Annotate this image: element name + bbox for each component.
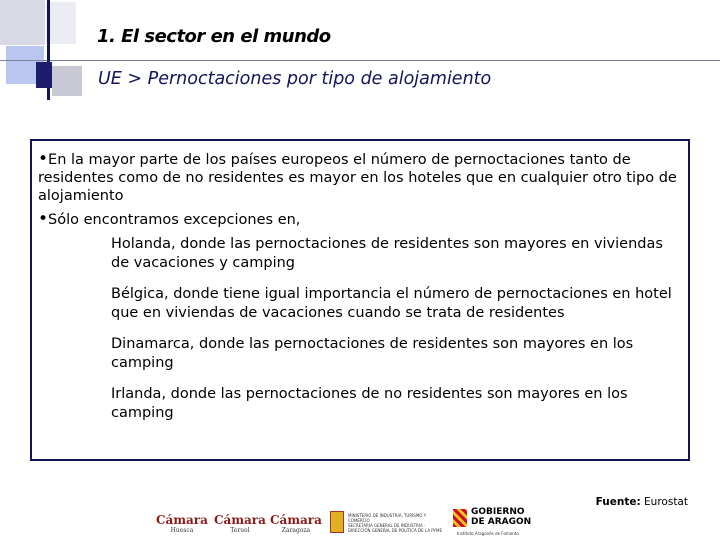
ministerio-logo: MINISTERIO DE INDUSTRIA, TURISMO Y COMERCIO SECRETARÍA GENERAL DE INDUSTRIA · DIRECCIÓN GENERAL DE POLÍTICA DE LA PYME <box>330 511 450 535</box>
camara-teruel-logo: Cámara Teruel <box>214 513 266 534</box>
country-name: Bélgica <box>111 286 164 302</box>
bullet-icon: • <box>38 149 49 169</box>
item-text: , donde las pernoctaciones de residentes son mayores en los camping <box>111 336 634 371</box>
decor-square <box>36 62 52 88</box>
decor-square <box>52 66 82 96</box>
slide-subtitle: UE > Pernoctaciones por tipo de alojamiento <box>98 69 492 89</box>
gobierno-aragon-logo: GOBIERNO DE ARAGON Instituto Aragonés de Fomento <box>453 507 533 537</box>
header-rule <box>0 60 720 61</box>
slide-title: 1. El sector en el mundo <box>97 26 331 47</box>
exceptions-text: Sólo encontramos excepciones en, <box>48 212 301 228</box>
coat-of-arms-icon <box>330 511 344 533</box>
country-name: Dinamarca <box>111 336 190 352</box>
intro-paragraph <box>38 151 682 205</box>
item-text: , donde tiene igual importancia el número de pernoctaciones en hotel que en viviendas de vacaciones cuando se trata de residentes <box>111 286 672 321</box>
exceptions-list <box>38 235 682 423</box>
source-note <box>596 496 688 508</box>
list-item <box>111 385 682 423</box>
decor-square <box>46 2 76 44</box>
aragon-flag-icon <box>453 509 467 527</box>
source-label: Fuente: <box>595 496 641 508</box>
list-item <box>111 285 682 323</box>
source-value: Eurostat <box>644 496 688 508</box>
decor-square <box>0 0 45 45</box>
item-text: , donde las pernoctaciones de residentes son mayores en viviendas de vacaciones y camping <box>111 236 663 271</box>
content-box <box>30 139 690 461</box>
exceptions-paragraph <box>38 211 682 229</box>
camara-zaragoza-logo: Cámara Zaragoza <box>270 513 322 534</box>
list-item <box>111 235 682 273</box>
country-name: Irlanda <box>111 386 162 402</box>
camara-huesca-logo: Cámara Huesca <box>156 513 208 534</box>
intro-text: En la mayor parte de los países europeos el número de pernoctaciones tanto de residentes como de no residentes es mayor en los hoteles que en cualquier otro tipo de alojamiento <box>38 152 677 204</box>
country-name: Holanda <box>111 236 171 252</box>
bullet-icon: • <box>38 209 49 229</box>
list-item <box>111 335 682 373</box>
sponsor-logos <box>150 505 530 540</box>
item-text: , donde las pernoctaciones de no residentes son mayores en los camping <box>111 386 628 421</box>
